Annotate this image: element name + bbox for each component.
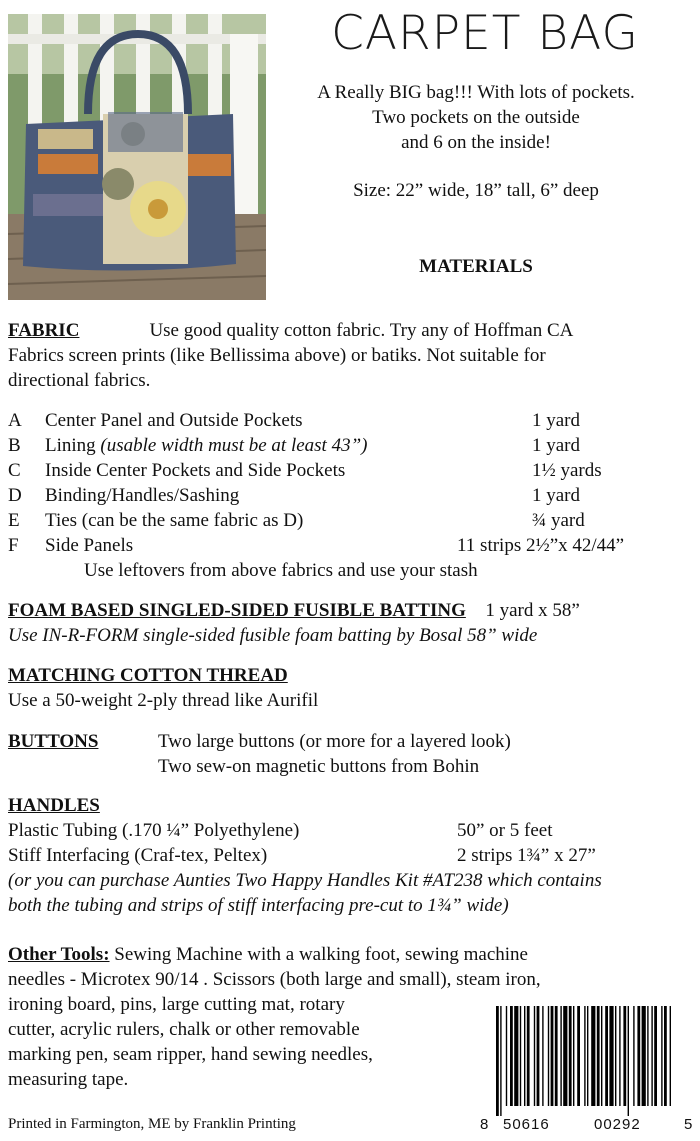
barcode-bar [560,1006,561,1106]
tagline-line-1: A Really BIG bag!!! With lots of pockets. [317,82,635,103]
buttons-line-2: Two sew-on magnetic buttons from Bohin [158,756,480,777]
fabric-letter: A [8,410,22,431]
batting-note: Use IN-R-FORM single-sided fusible foam batting by Bosal 58” wide [8,625,538,646]
handles-desc: Plastic Tubing (.170 ¼” Polyethylene) [8,820,300,841]
barcode-bar [514,1006,518,1106]
barcode-bar [496,1006,499,1116]
bag-photo [8,14,266,300]
tools-line: needles - Microtex 90/14 . Scissors (both large and small), steam iron, [8,969,541,990]
buttons-heading: BUTTONS [8,731,99,752]
barcode [492,1006,678,1116]
tools-line: measuring tape. [8,1069,129,1090]
barcode-bar [591,1006,595,1106]
batting-section [8,598,580,623]
fabric-row [8,533,688,558]
buttons-list [158,729,511,779]
fabric-section [8,318,692,393]
barcode-bar [601,1006,602,1106]
barcode-bar [647,1006,648,1106]
barcode-bar [520,1006,521,1106]
thread-section [8,663,318,713]
batting-amount: 1 yard x 58” [485,600,580,621]
barcode-bar [587,1006,588,1106]
barcode-left-digits: 50616 [503,1116,550,1133]
fabric-letter: B [8,435,21,456]
barcode-bar [506,1006,507,1106]
tools-heading: Other Tools: [8,944,110,965]
handles-heading-wrap [8,793,100,818]
materials-heading: MATERIALS [419,256,533,277]
barcode-bar [548,1006,549,1106]
barcode-bar [654,1006,657,1106]
handles-row [8,843,688,868]
handles-row [8,818,688,843]
barcode-bar [563,1006,567,1106]
barcode-bar [584,1006,585,1106]
barcode-bar [542,1006,543,1106]
barcode-bar [605,1006,608,1106]
fabric-letter: C [8,460,21,481]
barcode-lead-digit: 8 [480,1116,490,1133]
barcode-bar [510,1006,513,1106]
thread-heading: MATCHING COTTON THREAD [8,665,288,686]
barcode-bar [527,1006,530,1106]
tagline [282,80,670,155]
barcode-bar [637,1006,640,1106]
tools-line: marking pen, seam ripper, hand sewing needles, [8,1044,373,1065]
bag-photo-illustration [8,14,266,300]
barcode-bar [551,1006,554,1106]
barcode-bar [642,1006,646,1106]
printed-credit: Printed in Farmington, ME by Franklin Printing [8,1116,296,1132]
barcode-bar [577,1006,580,1106]
tools-line: cutter, acrylic rulers, chalk or other removable [8,1019,360,1040]
fabric-desc: Side Panels [45,535,134,556]
fabric-amount: 1 yard [532,485,581,506]
handles-note-line-2: both the tubing and strips of stiff interfacing pre-cut to 1¾” wide) [8,895,509,916]
barcode-bar [573,1006,574,1106]
fabric-amount: ¾ yard [532,510,585,531]
barcode-bar [537,1006,540,1106]
fabric-amount: 11 strips 2½”x 42/44” [457,535,625,556]
barcode-bar [555,1006,558,1106]
barcode-bar [633,1006,634,1106]
handles-heading: HANDLES [8,795,100,816]
thread-text: Use a 50-weight 2-ply thread like Aurifil [8,690,319,711]
fabric-amount: 1 yard [532,410,581,431]
barcode-bar [664,1006,667,1106]
fabric-desc: Inside Center Pockets and Side Pockets [45,460,346,481]
fabric-intro-line-3: directional fabrics. [8,370,151,391]
fabric-letter: F [8,535,19,556]
barcode-bar [524,1006,525,1106]
barcode-right-digits: 00292 [594,1116,641,1133]
barcode-bar [628,1006,629,1116]
fabric-row [8,433,688,458]
fabric-row [8,483,688,508]
buttons-line-1: Two large buttons (or more for a layered look) [158,731,511,752]
barcode-bar [500,1006,501,1116]
fabric-leftovers: Use leftovers from above fabrics and use your stash [84,560,478,581]
barcode-bar [534,1006,535,1106]
fabric-desc: Center Panel and Outside Pockets [45,410,303,431]
fabric-row [8,458,688,483]
tagline-line-3: and 6 on the inside! [401,132,551,153]
fabric-letter: E [8,510,20,531]
page-title: CARPET BAG [331,6,639,61]
handles-amount: 50” or 5 feet [457,820,553,841]
fabric-intro: Use good quality cotton fabric. Try any of Hoffman CA [149,320,574,341]
barcode-check-digit: 5 [684,1116,694,1133]
barcode-bar [651,1006,652,1106]
barcode-bar [661,1006,662,1106]
barcode-bar [619,1006,620,1106]
fabric-desc: Binding/Handles/Sashing [45,485,240,506]
barcode-bar [569,1006,572,1106]
buttons-heading-wrap [8,729,98,754]
barcode-bar [623,1006,626,1106]
barcode-bar [670,1006,671,1106]
tagline-line-2: Two pockets on the outside [372,107,580,128]
handles-amount: 2 strips 1¾” x 27” [457,845,596,866]
size-text: Size: 22” wide, 18” tall, 6” deep [353,180,599,201]
handles-note [8,868,602,918]
fabric-intro-line-2: Fabrics screen prints (like Bellissima above) or batiks. Not suitable for [8,345,546,366]
fabric-amount: 1½ yards [532,460,602,481]
fabric-letter: D [8,485,22,506]
fabric-desc: Ties (can be the same fabric as D) [45,510,304,531]
barcode-bar [609,1006,613,1106]
barcode-bar [615,1006,616,1106]
handles-note-line-1: (or you can purchase Aunties Two Happy Handles Kit #AT238 which contains [8,870,602,891]
barcode-bar [597,1006,600,1106]
fabric-heading: FABRIC [8,320,80,341]
fabric-row [8,408,688,433]
tools-line: ironing board, pins, large cutting mat, rotary [8,994,345,1015]
fabric-row [8,508,688,533]
fabric-amount: 1 yard [532,435,581,456]
barcode-bars [492,1006,678,1116]
fabric-note: (usable width must be at least 43”) [100,435,368,456]
fabric-desc: Lining [45,435,101,456]
tools-line: Sewing Machine with a walking foot, sewing machine [109,944,528,965]
batting-heading: FOAM BASED SINGLED-SIDED FUSIBLE BATTING [8,600,466,621]
handles-desc: Stiff Interfacing (Craf-tex, Peltex) [8,845,268,866]
